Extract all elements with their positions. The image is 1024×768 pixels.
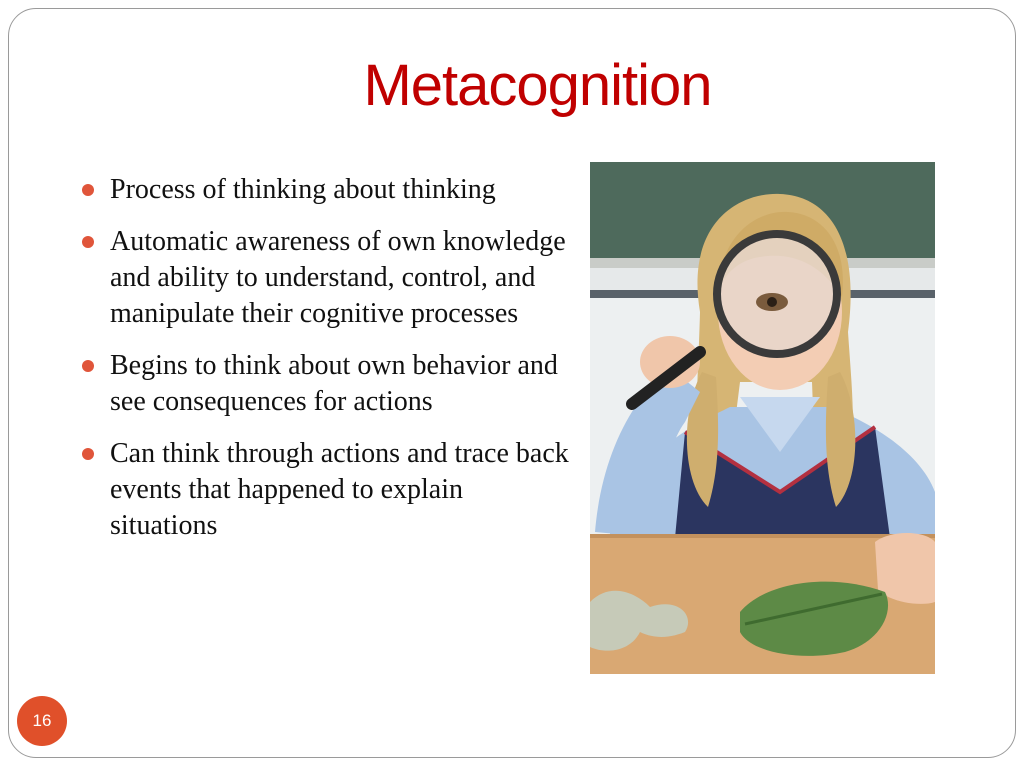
bullet-dot-icon	[82, 360, 94, 372]
bullet-dot-icon	[82, 184, 94, 196]
bullet-text: Process of thinking about thinking	[110, 174, 496, 205]
slide-number-badge: 16	[17, 696, 67, 746]
bullet-item	[80, 436, 570, 544]
bullet-item	[80, 172, 570, 208]
bullet-list	[80, 172, 570, 560]
girl-with-magnifying-glass-photo	[590, 162, 935, 674]
bullet-item	[80, 348, 570, 420]
bullet-text: Begins to think about own behavior and see consequences for actions	[110, 350, 558, 417]
bullet-dot-icon	[82, 448, 94, 460]
bullet-dot-icon	[82, 236, 94, 248]
photo-illustration	[590, 162, 935, 674]
bullet-text: Can think through actions and trace back events that happened to explain situations	[110, 438, 569, 541]
slide-title: Metacognition	[363, 53, 712, 118]
bullet-item	[80, 224, 570, 332]
bullet-text: Automatic awareness of own knowledge and ability to understand, control, and manipulate their cognitive processes	[110, 226, 566, 329]
